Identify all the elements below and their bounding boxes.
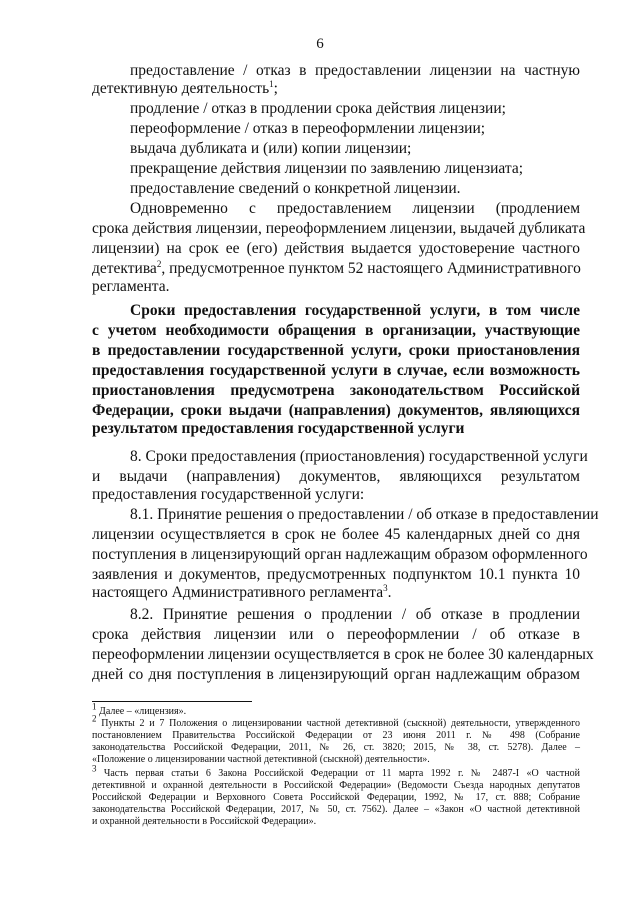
text-line: переоформлении лицензии осуществляется в срок не более 30 календарных — [92, 646, 594, 663]
section-heading-line: Сроки предоставления государственной услуги, в том числе — [130, 302, 580, 319]
text-line: лицензии осуществляется в срок не более 45 календарных дней со дня — [92, 526, 580, 543]
section-heading-line: в предоставлении государственной услуги, сроки приостановления — [92, 342, 580, 359]
text-line: детектива$^2$, предусмотренное пунктом 52 настоящего Административного — [92, 258, 581, 277]
text-line: 8.2. Принятие решения о продлении / об отказе в продлении — [130, 606, 580, 623]
footnote: $^3$ Часть первая статьи 6 Закона Российской Федерации от 11 марта 1992 г. № 2487-I «О частной — [92, 763, 580, 779]
text-line: настоящего Административного регламента$^3$. — [92, 582, 392, 601]
section-heading-line: приостановления предусмотрена законодательством Российской — [92, 382, 580, 399]
footnote: законодательства Российской Федерации, 2017, № 50, ст. 7562). Далее – «Закон «О частной детективной — [92, 804, 580, 815]
section-heading-line: Федерации, сроки выдачи (направления) документов, являющихся — [92, 402, 580, 419]
text-line: срока действия лицензии, переоформлением лицензии, выдачей дубликата — [92, 220, 586, 237]
list-item: продление / отказ в продлении срока действия лицензии; — [130, 100, 506, 117]
list-item: предоставление сведений о конкретной лицензии. — [130, 180, 461, 197]
text-line: регламента. — [92, 278, 170, 295]
text-line: срока действия лицензии или о переоформлении / об отказе в — [92, 626, 580, 643]
footnote-ref: 2 — [156, 258, 162, 269]
footnote-ref: 3 — [383, 582, 388, 593]
list-item: выдача дубликата и (или) копии лицензии; — [130, 140, 412, 157]
text-line: детективную деятельность$^1$; — [92, 78, 278, 97]
footnote: постановлением Правительства Российской Федерации от 23 июня 2011 г. № 498 (Собрание — [92, 730, 580, 741]
section-heading-line: с учетом необходимости обращения в организации, участвующие — [92, 322, 580, 339]
footnote: и охранной деятельности в Российской Федерации». — [92, 816, 317, 827]
section-heading-line: результатом предоставления государственной услуги — [92, 420, 465, 437]
footnote: «Положение о лицензировании частной детективной (сыскной) деятельности». — [92, 754, 430, 765]
footnote: законодательства Российской Федерации, 2011, № 26, ст. 3820; 2015, № 38, ст. 5278). Далее – — [92, 742, 580, 753]
section-heading-line: предоставления государственной услуги в случае, если возможность — [92, 362, 580, 379]
footnote-ref: 1 — [269, 78, 274, 89]
footnote-separator — [92, 701, 252, 702]
text-line: 8.1. Принятие решения о предоставлении / об отказе в предоставлении — [130, 506, 599, 523]
text-line: 8. Сроки предоставления (приостановления) государственной услуги — [130, 448, 588, 465]
text-line: лицензии) на срок ее (его) действия выдается удостоверение частного — [92, 240, 580, 257]
text-line: заявления и документов, предусмотренных подпунктом 10.1 пункта 10 — [92, 566, 580, 583]
footnote: $^2$ Пункты 2 и 7 Положения о лицензировании частной детективной (сыскной) деятельности, утвержденного — [92, 713, 581, 729]
footnote: $^1$ Далее – «лицензия». — [92, 701, 187, 717]
list-item: прекращение действия лицензии по заявлению лицензиата; — [130, 160, 524, 177]
text-line: предоставления государственной услуги: — [92, 486, 365, 503]
text-line: дней со дня поступления в лицензирующий орган надлежащим образом — [92, 666, 580, 683]
text-line: поступления в лицензирующий орган надлежащим образом оформленного — [92, 546, 588, 563]
text-line: предоставление / отказ в предоставлении лицензии на частную — [130, 62, 580, 79]
list-item: переоформление / отказ в переоформлении лицензии; — [130, 120, 486, 137]
text-line: и выдачи (направления) документов, являющихся результатом — [92, 468, 580, 485]
footnote: детективной и охранной деятельности в Российской Федерации» (Ведомости Съезда народных депутатов — [92, 780, 580, 791]
text-line: Одновременно с предоставлением лицензии (продлением — [130, 200, 580, 217]
footnote: Российской Федерации и Верховного Совета Российской Федерации, 1992, № 17, ст. 888; Собрание — [92, 792, 580, 803]
page-number: 6 — [316, 36, 324, 52]
